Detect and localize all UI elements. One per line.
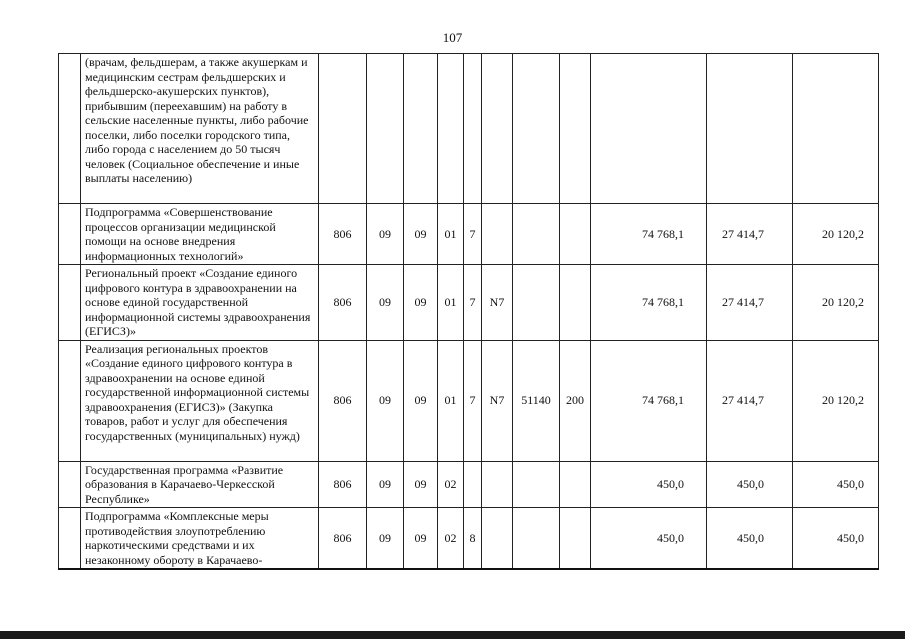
expense-code-cell [513, 265, 560, 341]
expense-code-cell [513, 54, 560, 204]
sum-year2-cell: 27 414,7 [707, 265, 793, 341]
subsection-cell: 09 [404, 265, 438, 341]
section-cell: 09 [367, 461, 404, 508]
subsection-cell [404, 54, 438, 204]
subprogram-cell [464, 461, 482, 508]
expense-type-cell [560, 461, 591, 508]
sum-year2-cell: 450,0 [707, 461, 793, 508]
subprogram-cell: 7 [464, 265, 482, 341]
expense-code-cell [513, 204, 560, 265]
name-cell: (врачам, фельдшерам, а также акушеркам и медицинским сестрам фельдшерских и фельдшерско-акушерских пунктов), прибывшим (переехавшим) на работу в сельские населенные пункты, либо рабочие поселки, либо поселки городского типа, либо города с населением до 50 тысяч человек (Социальное обеспечение и иные выплаты населению) [81, 54, 319, 204]
sum-year1-cell: 74 768,1 [591, 204, 707, 265]
table-row [59, 54, 879, 204]
sum-year1-cell: 74 768,1 [591, 340, 707, 461]
subsection-cell: 09 [404, 340, 438, 461]
name-cell: Подпрограмма «Комплексные меры противодействия злоупотреблению наркотическими средствами и их незаконному обороту в Карачаево- [81, 508, 319, 570]
sum-year3-cell: 20 120,2 [793, 204, 879, 265]
row-number-cell [59, 508, 81, 570]
direction-cell: N7 [482, 340, 513, 461]
expense-code-cell [513, 508, 560, 570]
expense-type-cell [560, 265, 591, 341]
program-cell [438, 54, 464, 204]
row-number-cell [59, 340, 81, 461]
subprogram-cell: 7 [464, 204, 482, 265]
section-cell: 09 [367, 340, 404, 461]
table-row [59, 204, 879, 265]
sum-year3-cell: 20 120,2 [793, 340, 879, 461]
sum-year2-cell: 27 414,7 [707, 204, 793, 265]
subprogram-cell [464, 54, 482, 204]
direction-cell [482, 204, 513, 265]
row-number-cell [59, 204, 81, 265]
section-cell: 09 [367, 265, 404, 341]
section-cell: 09 [367, 508, 404, 570]
table-row [59, 508, 879, 570]
subsection-cell: 09 [404, 204, 438, 265]
sum-year1-cell [591, 54, 707, 204]
table-row [59, 340, 879, 461]
name-cell: Подпрограмма «Совершенствование процессов организации медицинской помощи на основе внедрения информационных технологий» [81, 204, 319, 265]
page-number: 107 [442, 30, 463, 45]
ministry-cell: 806 [319, 340, 367, 461]
sum-year3-cell: 450,0 [793, 508, 879, 570]
name-cell: Государственная программа «Развитие образования в Карачаево-Черкесской Республике» [81, 461, 319, 508]
row-number-cell [59, 54, 81, 204]
scan-bottom-edge [0, 631, 905, 639]
program-cell: 01 [438, 265, 464, 341]
program-cell: 01 [438, 340, 464, 461]
sum-year3-cell [793, 54, 879, 204]
sum-year1-cell: 450,0 [591, 461, 707, 508]
direction-cell [482, 508, 513, 570]
direction-cell [482, 54, 513, 204]
program-cell: 02 [438, 508, 464, 570]
ministry-cell: 806 [319, 265, 367, 341]
budget-table [58, 53, 879, 570]
expense-type-cell: 200 [560, 340, 591, 461]
program-cell: 02 [438, 461, 464, 508]
expense-type-cell [560, 54, 591, 204]
sum-year1-cell: 74 768,1 [591, 265, 707, 341]
expense-type-cell [560, 508, 591, 570]
table-row [59, 265, 879, 341]
row-number-cell [59, 265, 81, 341]
section-cell [367, 54, 404, 204]
expense-code-cell: 51140 [513, 340, 560, 461]
ministry-cell: 806 [319, 508, 367, 570]
table-row [59, 461, 879, 508]
ministry-cell [319, 54, 367, 204]
row-number-cell [59, 461, 81, 508]
direction-cell [482, 461, 513, 508]
ministry-cell: 806 [319, 204, 367, 265]
section-cell: 09 [367, 204, 404, 265]
sum-year3-cell: 20 120,2 [793, 265, 879, 341]
subsection-cell: 09 [404, 508, 438, 570]
sum-year3-cell: 450,0 [793, 461, 879, 508]
sum-year2-cell: 450,0 [707, 508, 793, 570]
subsection-cell: 09 [404, 461, 438, 508]
direction-cell: N7 [482, 265, 513, 341]
expense-type-cell [560, 204, 591, 265]
subprogram-cell: 8 [464, 508, 482, 570]
sum-year2-cell [707, 54, 793, 204]
sum-year2-cell: 27 414,7 [707, 340, 793, 461]
name-cell: Региональный проект «Создание единого цифрового контура в здравоохранении на основе единой государственной информационной системы здравоохранения (ЕГИСЗ)» [81, 265, 319, 341]
name-cell: Реализация региональных проектов «Создание единого цифрового контура в здравоохранении на основе единой государственной информационной системы здравоохранения (ЕГИСЗ)» (Закупка товаров, работ и услуг для обеспечения государственных (муниципальных) нужд) [81, 340, 319, 461]
program-cell: 01 [438, 204, 464, 265]
expense-code-cell [513, 461, 560, 508]
sum-year1-cell: 450,0 [591, 508, 707, 570]
ministry-cell: 806 [319, 461, 367, 508]
subprogram-cell: 7 [464, 340, 482, 461]
